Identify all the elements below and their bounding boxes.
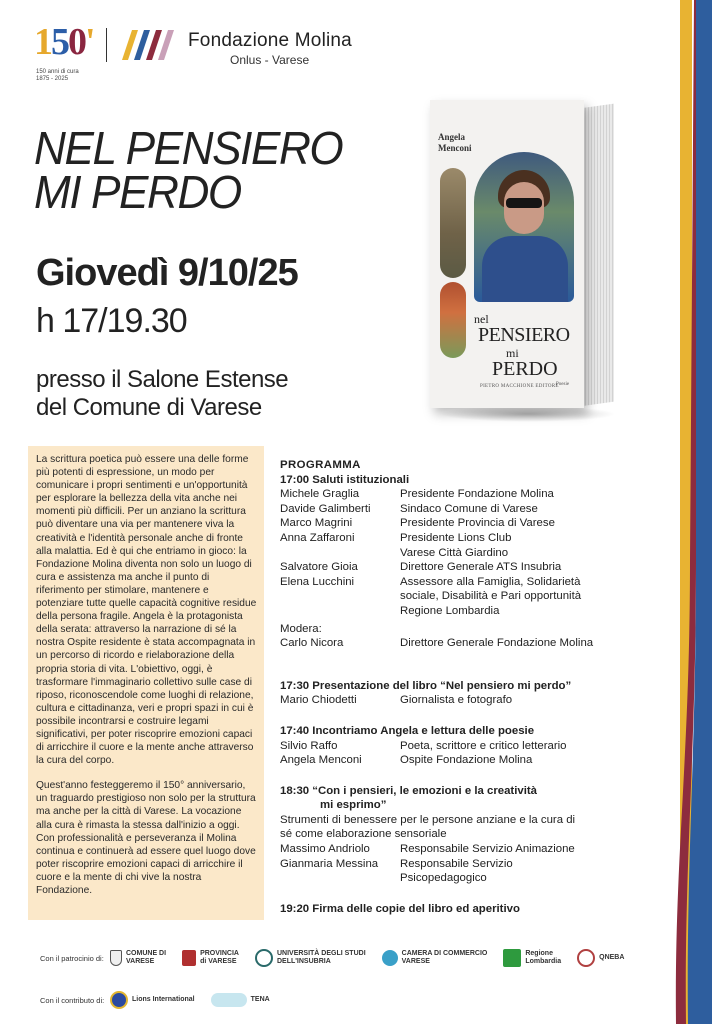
speaker-role: Presidente Provincia di Varese bbox=[400, 517, 555, 530]
sponsor-logo-line1: PROVINCIA bbox=[200, 950, 239, 957]
regione-logo-icon bbox=[503, 949, 521, 967]
event-title bbox=[34, 122, 399, 218]
speaker-row bbox=[280, 753, 642, 768]
event-place bbox=[36, 366, 288, 422]
cover-photo-portrait bbox=[474, 152, 574, 302]
speaker-role: Psicopedagogico bbox=[400, 872, 487, 885]
sponsor-logo-line1: CAMERA DI COMMERCIO bbox=[401, 950, 488, 957]
speaker-name: Marco Magrini bbox=[280, 517, 353, 530]
moderator-name: Carlo Nicora bbox=[280, 637, 344, 650]
speaker-name: Massimo Andriolo bbox=[280, 843, 370, 856]
sponsor-logo-text bbox=[126, 950, 166, 966]
speaker-role: sociale, Disabilità e Pari opportunità bbox=[400, 590, 582, 603]
sponsor-logo-line2: VARESE bbox=[126, 958, 155, 965]
speaker-name: Elena Lucchini bbox=[280, 575, 355, 588]
sponsor-logo bbox=[577, 949, 624, 967]
sponsor-logo-line2: DELL'INSUBRIA bbox=[276, 958, 331, 965]
event-place-line1: presso il Salone Estense bbox=[36, 366, 289, 393]
sponsor-logo-line1: TENA bbox=[250, 996, 270, 1003]
cover-title-nel: nel bbox=[474, 312, 489, 326]
sponsor-logo-line1: COMUNE DI bbox=[126, 950, 167, 957]
speaker-row bbox=[280, 842, 642, 857]
moderator-label: Modera: bbox=[280, 622, 322, 635]
organization bbox=[188, 30, 352, 67]
moderator-row bbox=[280, 636, 642, 651]
cover-title-mi: mi bbox=[506, 346, 519, 360]
brushstroke-logo-icon bbox=[118, 26, 180, 62]
cover-genre: Poesie bbox=[556, 382, 570, 387]
patronage-row bbox=[40, 941, 640, 975]
speaker-row bbox=[280, 516, 642, 531]
section-title-1830-cont: mi esprimo” bbox=[320, 799, 387, 812]
speaker-role: Sindaco Comune di Varese bbox=[400, 502, 538, 515]
speaker-row bbox=[280, 871, 642, 886]
section-title-1700: 17:00 Saluti istituzionali bbox=[280, 473, 410, 486]
speaker-row bbox=[280, 693, 642, 708]
sponsor-logo-line2: Lombardia bbox=[525, 958, 562, 965]
speaker-row bbox=[280, 502, 642, 517]
speaker-row bbox=[280, 531, 642, 546]
speaker-row bbox=[280, 487, 642, 502]
speaker-name: Davide Galimberti bbox=[280, 502, 371, 515]
org-subtitle: Onlus - Varese bbox=[230, 53, 310, 67]
section-1830-desc-2: sé come elaborazione sensoriale bbox=[280, 828, 447, 841]
section-1830-desc-1: Strumenti di benessere per le persone anziane e la cura di bbox=[280, 813, 576, 826]
book-pages bbox=[580, 104, 614, 407]
speaker-role: Ospite Fondazione Molina bbox=[400, 754, 533, 767]
comune-crest-icon bbox=[110, 950, 122, 966]
speaker-role: Regione Lombardia bbox=[400, 604, 500, 617]
portrait-sunglasses bbox=[506, 198, 542, 208]
speaker-role: Assessore alla Famiglia, Solidarietà bbox=[400, 575, 581, 588]
portrait-body bbox=[482, 236, 568, 302]
speaker-role: Presidente Lions Club bbox=[400, 531, 512, 544]
speaker-row bbox=[280, 546, 642, 561]
anniversary-mark: 150' bbox=[34, 21, 94, 63]
event-date: Giovedì 9/10/25 bbox=[36, 252, 298, 294]
speaker-row bbox=[280, 589, 642, 604]
sponsor-logo-line2: VARESE bbox=[401, 958, 430, 965]
portrait-face bbox=[504, 182, 544, 234]
qneba-logo-icon bbox=[577, 949, 595, 967]
patronage-logos bbox=[110, 949, 640, 967]
sponsor-logo bbox=[255, 949, 366, 967]
speaker-role: Giornalista e fotografo bbox=[400, 694, 513, 707]
event-place-line2: del Comune di Varese bbox=[36, 394, 262, 421]
cover-title-perdo: PERDO bbox=[492, 358, 558, 380]
section-title-1730: 17:30 Presentazione del libro “Nel pensiero mi perdo” bbox=[280, 679, 572, 692]
speaker-name: Mario Chiodetti bbox=[280, 694, 357, 707]
tena-logo-icon bbox=[211, 993, 247, 1007]
anniversary-logo bbox=[34, 22, 102, 74]
sponsor-logo bbox=[182, 950, 239, 966]
speaker-name: Michele Graglia bbox=[280, 488, 360, 501]
sponsor-logo-line2: di VARESE bbox=[200, 958, 237, 965]
moderator-role: Direttore Generale Fondazione Molina bbox=[400, 637, 594, 650]
anniversary-caption-text: 150 anni di cura bbox=[36, 69, 79, 75]
speaker-row bbox=[280, 560, 642, 575]
speaker-role: Responsabile Servizio bbox=[400, 857, 513, 870]
sponsor-logo-text bbox=[132, 996, 195, 1004]
speaker-name bbox=[280, 871, 400, 886]
speaker-row bbox=[280, 604, 642, 619]
event-time: h 17/19.30 bbox=[36, 302, 187, 340]
header-divider bbox=[106, 28, 107, 62]
speaker-name bbox=[280, 604, 400, 619]
sponsor-logo-line1: QNEBA bbox=[599, 954, 625, 961]
university-seal-icon bbox=[255, 949, 273, 967]
sponsor-logo bbox=[110, 991, 195, 1009]
book-cover-image bbox=[430, 96, 622, 426]
cover-photo-village bbox=[440, 282, 466, 358]
sponsor-logo-text bbox=[525, 950, 561, 966]
sponsor-logo-text bbox=[251, 996, 270, 1004]
anniversary-caption bbox=[36, 69, 106, 83]
cover-author-last: Menconi bbox=[438, 143, 472, 153]
programme bbox=[280, 458, 642, 916]
speaker-name: Anna Zaffaroni bbox=[280, 531, 355, 544]
speaker-role: Direttore Generale ATS Insubria bbox=[400, 561, 562, 574]
lions-logo-icon bbox=[110, 991, 128, 1009]
speaker-role: Poeta, scrittore e critico letterario bbox=[400, 739, 567, 752]
sponsor-logo-text bbox=[599, 954, 624, 962]
contribution-row bbox=[40, 983, 286, 1017]
intro-text-box bbox=[28, 446, 264, 920]
speaker-name: Salvatore Gioia bbox=[280, 561, 358, 574]
cover-title-pensiero: PENSIERO bbox=[478, 324, 570, 346]
anniversary-years: 1875 - 2025 bbox=[36, 76, 69, 82]
cover-photo-stone-path bbox=[440, 168, 466, 278]
decorative-stripes bbox=[664, 0, 712, 1024]
book-cover bbox=[430, 100, 584, 408]
section-1740-speakers bbox=[280, 739, 642, 768]
speaker-name: Angela Menconi bbox=[280, 754, 362, 767]
section-title-1920: 19:20 Firma delle copie del libro ed aperitivo bbox=[280, 902, 520, 915]
sponsor-logo-text bbox=[277, 950, 366, 966]
speaker-name bbox=[280, 546, 400, 561]
patronage-label: Con il patrocinio di: bbox=[40, 953, 104, 963]
sponsor-logo bbox=[110, 950, 166, 966]
provincia-crest-icon bbox=[182, 950, 196, 966]
sponsor-logo bbox=[382, 950, 488, 966]
section-title-1740: 17:40 Incontriamo Angela e lettura delle poesie bbox=[280, 724, 535, 737]
chamber-commerce-icon bbox=[382, 950, 398, 966]
section-1730-speakers bbox=[280, 693, 642, 708]
event-title-line2: MI PERDO bbox=[34, 166, 241, 218]
speaker-row bbox=[280, 857, 642, 872]
speaker-name: Silvio Raffo bbox=[280, 739, 338, 752]
programme-heading: PROGRAMMA bbox=[280, 459, 361, 471]
speaker-role: Presidente Fondazione Molina bbox=[400, 488, 554, 501]
sponsor-logo-line1: Lions International bbox=[132, 996, 195, 1003]
section-title-1830: 18:30 “Con i pensieri, le emozioni e la creatività bbox=[280, 784, 538, 797]
intro-paragraph-2: Quest'anno festeggeremo il 150° anniversario, un traguardo prestigioso non solo per la struttura ma anche per la città di Varese. La vocazione alla cura è rimasta la stessa dall'inizio a oggi. Con professionalità e perseveranza il Molina continua e continuerà ad essere quel luogo dove poter riscoprire emozioni capaci di arricchire il cuore e la mente di chi vive la nostra Fondazione. bbox=[36, 780, 256, 896]
book-shadow bbox=[440, 406, 616, 422]
speaker-name: Gianmaria Messina bbox=[280, 857, 379, 870]
sponsor-logo-line1: UNIVERSITÀ DEGLI STUDI bbox=[276, 950, 366, 957]
contribution-logos bbox=[110, 991, 286, 1009]
cover-publisher: PIETRO MACCHIONE EDITORE bbox=[480, 384, 559, 389]
intro-paragraph-1: La scrittura poetica può essere una delle forme più potenti di espressione, un modo per comunicare i propri sentimenti e un'opportunità per esplorare la bellezza della vita anche nei momenti più difficili. Per un anziano la scrittura può diventare una via per mantenere viva la creatività e l'identità personale anche di fronte alla malattia. Ed è qui che entriamo in gioco: la Fondazione Molina diventa non solo un luogo di cura e assistenza ma anche il punto di riferimento per stimolare, mantenere e potenziare tutte quelle capacità cognitive residue della persona fragile. Angela è la protagonista della serata: attraverso la narrazione di sé la nostra Ospite residente è stata accompagnata in un percorso di ricordo e rielaborazione della propria storia di vita. L'obiettivo, oggi, è trasformare l'immaginario collettivo sulle case di riposo, riconoscendole come luoghi di relazione, cultura e cittadinanza, veri e propri spazi in cui è possibile incontrarsi e costruire legami significativi, per poter riscoprire emozioni capaci di arricchire il cuore e la mente anche attraverso la cura del corpo. bbox=[36, 454, 257, 767]
org-name: Fondazione Molina bbox=[188, 30, 352, 51]
speaker-row bbox=[280, 575, 642, 590]
sponsor-logo-line1: Regione bbox=[525, 950, 553, 957]
cover-author bbox=[438, 132, 472, 154]
event-title-line1: NEL PENSIERO bbox=[34, 122, 343, 174]
sponsor-logo bbox=[211, 993, 270, 1007]
cover-author-first: Angela bbox=[438, 132, 465, 142]
speaker-row bbox=[280, 739, 642, 754]
sponsor-logo-text bbox=[200, 950, 239, 966]
contribution-label: Con il contributo di: bbox=[40, 995, 105, 1005]
section-1830-speakers bbox=[280, 842, 642, 886]
speaker-name bbox=[280, 589, 400, 604]
sponsor-logo-text bbox=[402, 950, 488, 966]
section-1700-speakers bbox=[280, 487, 642, 618]
speaker-role: Responsabile Servizio Animazione bbox=[400, 843, 575, 856]
sponsor-logo bbox=[503, 949, 561, 967]
speaker-role: Varese Città Giardino bbox=[400, 546, 509, 559]
